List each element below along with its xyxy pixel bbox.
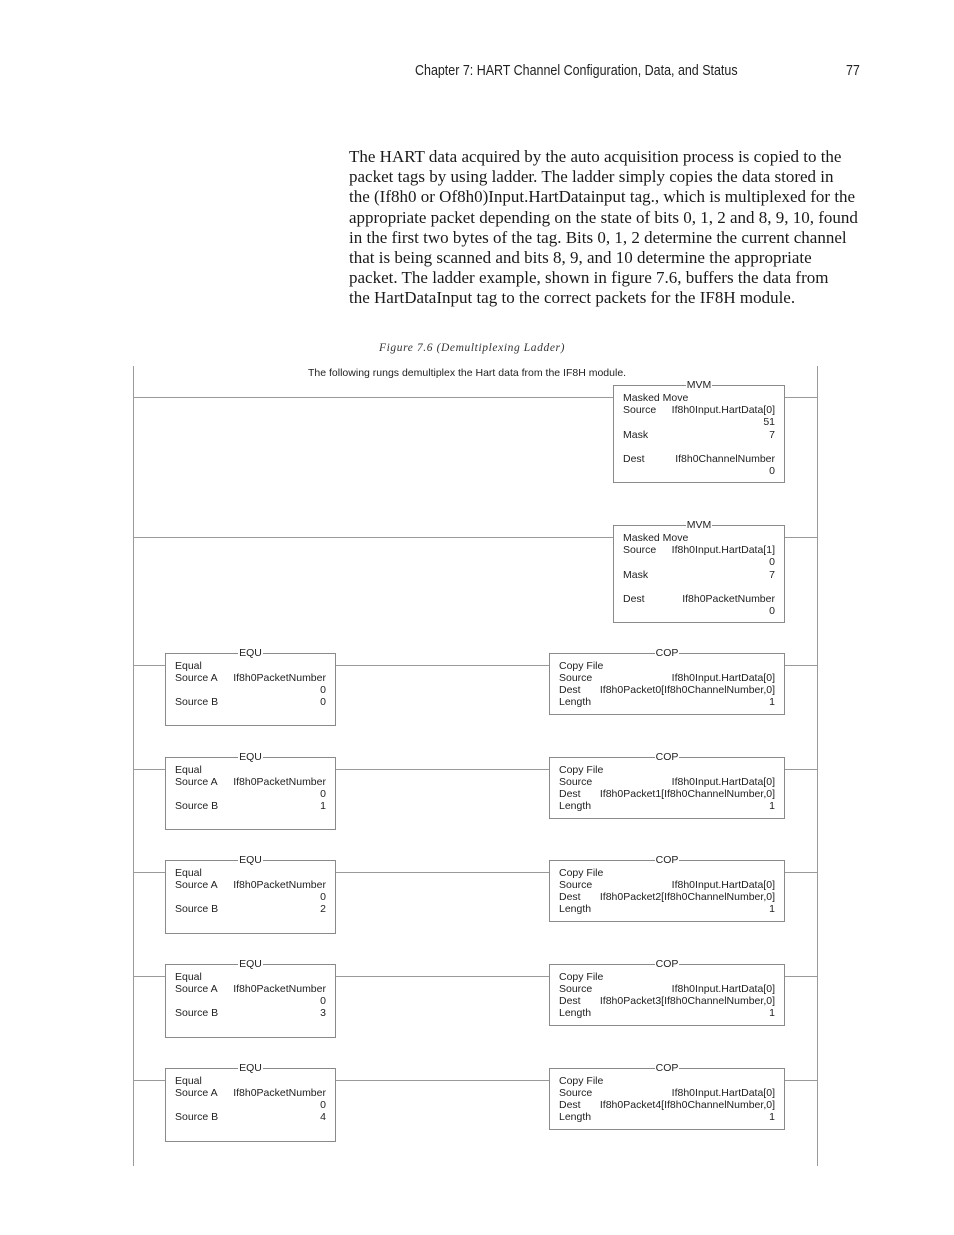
length-value: 1 bbox=[769, 1007, 775, 1019]
equ-block bbox=[165, 958, 336, 1038]
dest-tag: If8h0Packet4[If8h0ChannelNumber,0] bbox=[599, 1099, 775, 1111]
dest-tag: If8h0ChannelNumber bbox=[675, 453, 775, 465]
paragraph-line: appropriate packet depending on the state of bits 0, 1, 2 and 8, 9, 10, found bbox=[349, 207, 858, 227]
source-b-value: 2 bbox=[320, 903, 326, 915]
block-name: Masked Move bbox=[623, 532, 689, 544]
source-a-tag: If8h0PacketNumber bbox=[233, 1087, 326, 1099]
block-name: Masked Move bbox=[623, 392, 689, 404]
rung-wire bbox=[133, 537, 613, 538]
dest-value: 0 bbox=[769, 605, 775, 617]
length-value: 1 bbox=[769, 903, 775, 915]
block-title: COP bbox=[655, 1062, 679, 1074]
cop-block bbox=[549, 854, 785, 922]
source-tag: If8h0Input.HartData[0] bbox=[671, 776, 775, 788]
rung-comment: The following rungs demultiplex the Hart data from the IF8H module. bbox=[308, 367, 627, 379]
source-tag: If8h0Input.HartData[0] bbox=[671, 1087, 775, 1099]
length-value: 1 bbox=[769, 1111, 775, 1123]
mvm-block bbox=[613, 519, 785, 623]
source-label: Source bbox=[559, 672, 593, 684]
cop-block bbox=[549, 647, 785, 715]
source-label: Source bbox=[623, 404, 657, 416]
block-name: Equal bbox=[175, 971, 202, 983]
length-value: 1 bbox=[769, 696, 775, 708]
block-name: Equal bbox=[175, 660, 202, 672]
block-title: MVM bbox=[686, 379, 712, 391]
paragraph-line: The HART data acquired by the auto acquisition process is copied to the bbox=[349, 147, 842, 166]
dest-tag: If8h0Packet1[If8h0ChannelNumber,0] bbox=[599, 788, 775, 800]
right-power-rail bbox=[817, 366, 818, 1166]
dest-label: Dest bbox=[559, 995, 581, 1007]
rung-wire bbox=[785, 537, 817, 538]
source-a-value: 0 bbox=[320, 788, 326, 800]
mask-value: 7 bbox=[769, 429, 775, 441]
mask-label: Mask bbox=[623, 429, 649, 441]
dest-label: Dest bbox=[559, 1099, 581, 1111]
dest-label: Dest bbox=[559, 684, 581, 696]
paragraph-line: the (If8h0 or Of8h0)Input.HartDatainput tag., which is multiplexed for the bbox=[349, 187, 856, 207]
paragraph-line: packet. The ladder example, shown in figure 7.6, buffers the data from bbox=[349, 268, 829, 288]
equ-block bbox=[165, 647, 336, 726]
source-b-label: Source B bbox=[175, 1111, 219, 1123]
equ-block bbox=[165, 854, 336, 934]
cop-block bbox=[549, 751, 785, 819]
source-tag: If8h0Input.HartData[1] bbox=[671, 544, 775, 556]
block-title: COP bbox=[655, 854, 679, 866]
block-title: MVM bbox=[686, 519, 712, 531]
dest-label: Dest bbox=[623, 593, 645, 605]
mvm-block bbox=[613, 379, 785, 483]
block-title: EQU bbox=[239, 958, 262, 970]
block-name: Copy File bbox=[559, 660, 604, 672]
block-title: EQU bbox=[239, 854, 262, 866]
block-name: Copy File bbox=[559, 867, 604, 879]
source-label: Source bbox=[559, 879, 593, 891]
block-title: EQU bbox=[239, 1062, 262, 1074]
chapter-header: Chapter 7: HART Channel Configuration, Data, and Status bbox=[415, 63, 738, 79]
source-label: Source bbox=[559, 776, 593, 788]
source-a-label: Source A bbox=[175, 879, 218, 891]
dest-label: Dest bbox=[559, 788, 581, 800]
paragraph-line: in the first two bytes of the tag. Bits 0, 1, 2 determine the current channel bbox=[349, 227, 847, 247]
source-a-tag: If8h0PacketNumber bbox=[233, 983, 326, 995]
source-tag: If8h0Input.HartData[0] bbox=[671, 983, 775, 995]
source-a-value: 0 bbox=[320, 891, 326, 903]
source-a-label: Source A bbox=[175, 1087, 218, 1099]
block-name: Equal bbox=[175, 867, 202, 879]
source-b-label: Source B bbox=[175, 800, 219, 812]
length-label: Length bbox=[559, 696, 592, 708]
source-tag: If8h0Input.HartData[0] bbox=[671, 672, 775, 684]
source-a-value: 0 bbox=[320, 995, 326, 1007]
dest-tag: If8h0Packet2[If8h0ChannelNumber,0] bbox=[599, 891, 775, 903]
block-title: COP bbox=[655, 647, 679, 659]
block-title: COP bbox=[655, 751, 679, 763]
length-value: 1 bbox=[769, 800, 775, 812]
block-name: Copy File bbox=[559, 971, 604, 983]
source-a-value: 0 bbox=[320, 684, 326, 696]
source-b-label: Source B bbox=[175, 696, 219, 708]
source-value: 51 bbox=[763, 416, 775, 428]
block-title: EQU bbox=[239, 647, 262, 659]
cop-block bbox=[549, 1062, 785, 1130]
block-name: Equal bbox=[175, 764, 202, 776]
source-b-value: 0 bbox=[320, 696, 326, 708]
dest-value: 0 bbox=[769, 465, 775, 477]
paragraph-line: packet tags by using ladder. The ladder simply copies the data stored in bbox=[349, 167, 834, 187]
dest-label: Dest bbox=[623, 453, 645, 465]
dest-tag: If8h0Packet3[If8h0ChannelNumber,0] bbox=[599, 995, 775, 1007]
figure-caption: Figure 7.6 (Demultiplexing Ladder) bbox=[379, 342, 566, 354]
page-number: 77 bbox=[846, 63, 860, 79]
block-name: Equal bbox=[175, 1075, 202, 1087]
length-label: Length bbox=[559, 1007, 592, 1019]
block-title: COP bbox=[655, 958, 679, 970]
source-b-label: Source B bbox=[175, 1007, 219, 1019]
block-title: EQU bbox=[239, 751, 262, 763]
mask-value: 7 bbox=[769, 569, 775, 581]
cop-block bbox=[549, 958, 785, 1026]
block-name: Copy File bbox=[559, 764, 604, 776]
mask-label: Mask bbox=[623, 569, 649, 581]
paragraph-line: that is being scanned and bits 8, 9, and 10 determine the appropriate bbox=[349, 248, 812, 268]
dest-tag: If8h0Packet0[If8h0ChannelNumber,0] bbox=[599, 684, 775, 696]
source-tag: If8h0Input.HartData[0] bbox=[671, 879, 775, 891]
source-a-label: Source A bbox=[175, 672, 218, 684]
rung-wire bbox=[785, 397, 817, 398]
source-b-label: Source B bbox=[175, 903, 219, 915]
source-b-value: 1 bbox=[320, 800, 326, 812]
source-a-tag: If8h0PacketNumber bbox=[233, 776, 326, 788]
source-label: Source bbox=[559, 1087, 593, 1099]
source-b-value: 4 bbox=[320, 1111, 326, 1123]
source-b-value: 3 bbox=[320, 1007, 326, 1019]
source-label: Source bbox=[623, 544, 657, 556]
rung-wire bbox=[133, 397, 613, 398]
source-a-tag: If8h0PacketNumber bbox=[233, 879, 326, 891]
source-tag: If8h0Input.HartData[0] bbox=[671, 404, 775, 416]
length-label: Length bbox=[559, 1111, 592, 1123]
source-a-label: Source A bbox=[175, 983, 218, 995]
length-label: Length bbox=[559, 800, 592, 812]
source-a-value: 0 bbox=[320, 1099, 326, 1111]
source-value: 0 bbox=[769, 556, 775, 568]
dest-label: Dest bbox=[559, 891, 581, 903]
source-a-label: Source A bbox=[175, 776, 218, 788]
equ-block bbox=[165, 751, 336, 830]
length-label: Length bbox=[559, 903, 592, 915]
equ-block bbox=[165, 1062, 336, 1142]
source-label: Source bbox=[559, 983, 593, 995]
paragraph-line: the HartDataInput tag to the correct packets for the IF8H module. bbox=[349, 288, 796, 308]
left-power-rail bbox=[133, 366, 134, 1166]
source-a-tag: If8h0PacketNumber bbox=[233, 672, 326, 684]
block-name: Copy File bbox=[559, 1075, 604, 1087]
dest-tag: If8h0PacketNumber bbox=[682, 593, 775, 605]
